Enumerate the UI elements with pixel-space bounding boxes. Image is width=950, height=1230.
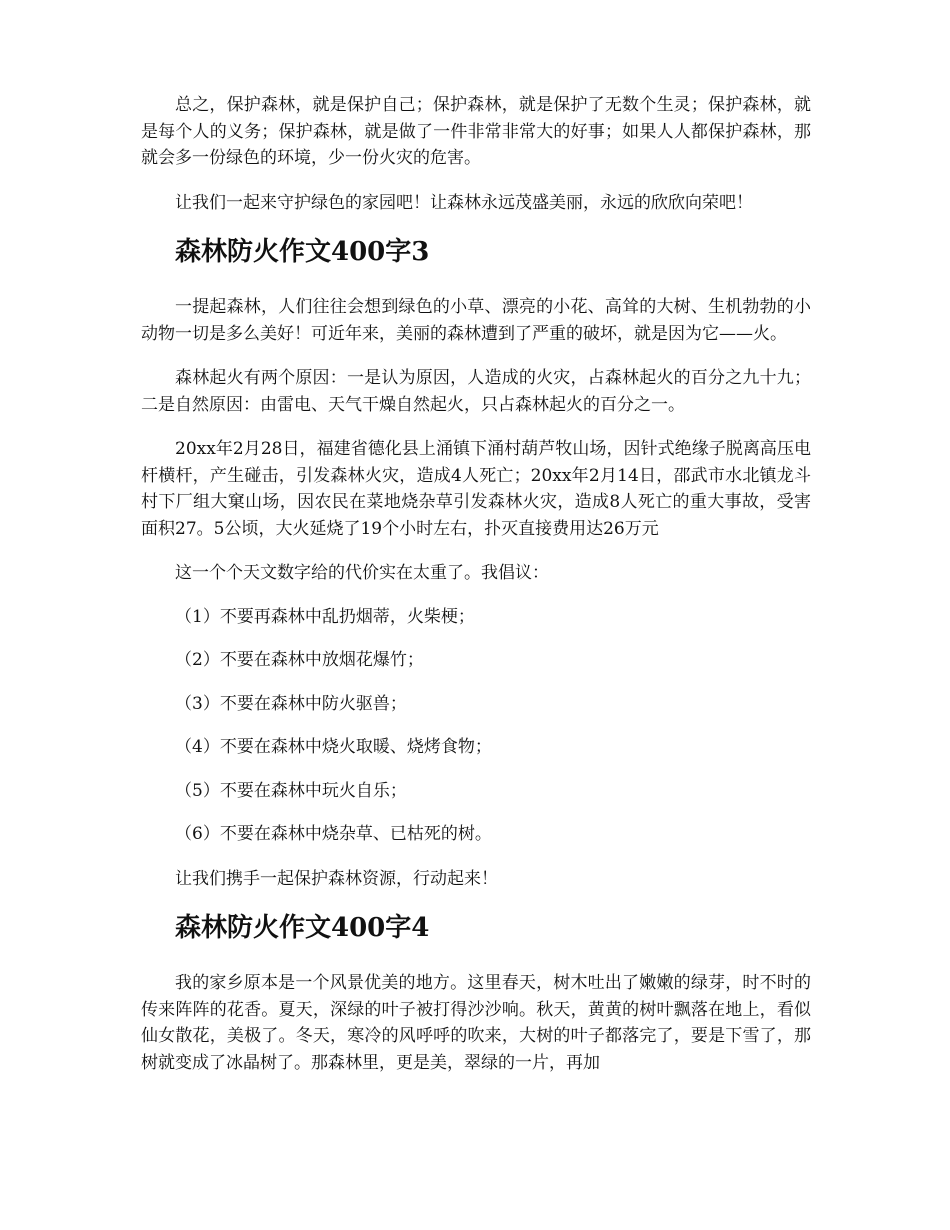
- list-item: （1）不要再森林中乱扔烟蒂，火柴梗；: [175, 606, 475, 627]
- section-heading-4: 森林防火作文400字4: [175, 913, 430, 943]
- paragraph-call-to-action: 让我们一起来守护绿色的家园吧！让森林永远茂盛美丽，永远的欣欣向荣吧！: [175, 192, 753, 213]
- list-item: （2）不要在森林中放烟花爆竹；: [175, 650, 424, 670]
- paragraph-proposal-intro: 这一个个天文数字给的代价实在太重了。我倡议：: [175, 563, 549, 583]
- document-page: [141, 92, 811, 1076]
- paragraph-closing: 让我们携手一起保护森林资源，行动起来！: [175, 868, 498, 889]
- paragraph-fire-incidents: 20xx年2月28日，福建省德化县上涌镇下涌村葫芦牧山场，因针式绝缘子脱离高压电杆横杆，产生碰击，引发森林火灾，造成4人死亡；20xx年2月14日，邵武市水北镇龙斗村下厂组大窠山场，因农民在菜地烧杂草引发森林火灾，造成8人死亡的重大事故，受害面积27。5公顷，大火延烧了19个小时左右，扑灭直接费用达26万元: [141, 439, 811, 539]
- list-item: （4）不要在森林中烧火取暖、烧烤食物；: [175, 737, 492, 757]
- paragraph-fire-causes: 森林起火有两个原因：一是认为原因，人造成的火灾，占森林起火的百分之九十九；二是自然原因：由雷电、天气干燥自然起火，只占森林起火的百分之一。: [141, 368, 811, 415]
- paragraph-hometown: 我的家乡原本是一个风景优美的地方。这里春天，树木吐出了嫩嫩的绿芽，时不时的传来阵阵的花香。夏天，深绿的叶子被打得沙沙响。秋天，黄黄的树叶飘落在地上，看似仙女散花，美极了。冬天，寒冷的风呼呼的吹来，大树的叶子都落完了，要是下雪了，那树就变成了冰晶树了。那森林里，更是美，翠绿的一片，再加: [141, 973, 811, 1073]
- section-heading-3: 森林防火作文400字3: [175, 237, 430, 267]
- list-item: （3）不要在森林中防火驱兽；: [175, 693, 407, 714]
- list-item: （5）不要在森林中玩火自乐；: [175, 780, 407, 801]
- paragraph-conclusion: 总之，保护森林，就是保护自己；保护森林，就是保护了无数个生灵；保护森林，就是每个人的义务；保护森林，就是做了一件非常非常大的好事；如果人人都保护森林，那就会多一份绿色的环境，少一份火灾的危害。: [141, 95, 811, 168]
- list-item: （6）不要在森林中烧杂草、已枯死的树。: [175, 824, 492, 844]
- paragraph-forest-intro: 一提起森林，人们往往会想到绿色的小草、漂亮的小花、高耸的大树、生机勃勃的小动物一切是多么美好！可近年来，美丽的森林遭到了严重的破坏，就是因为它——火。: [141, 297, 811, 344]
